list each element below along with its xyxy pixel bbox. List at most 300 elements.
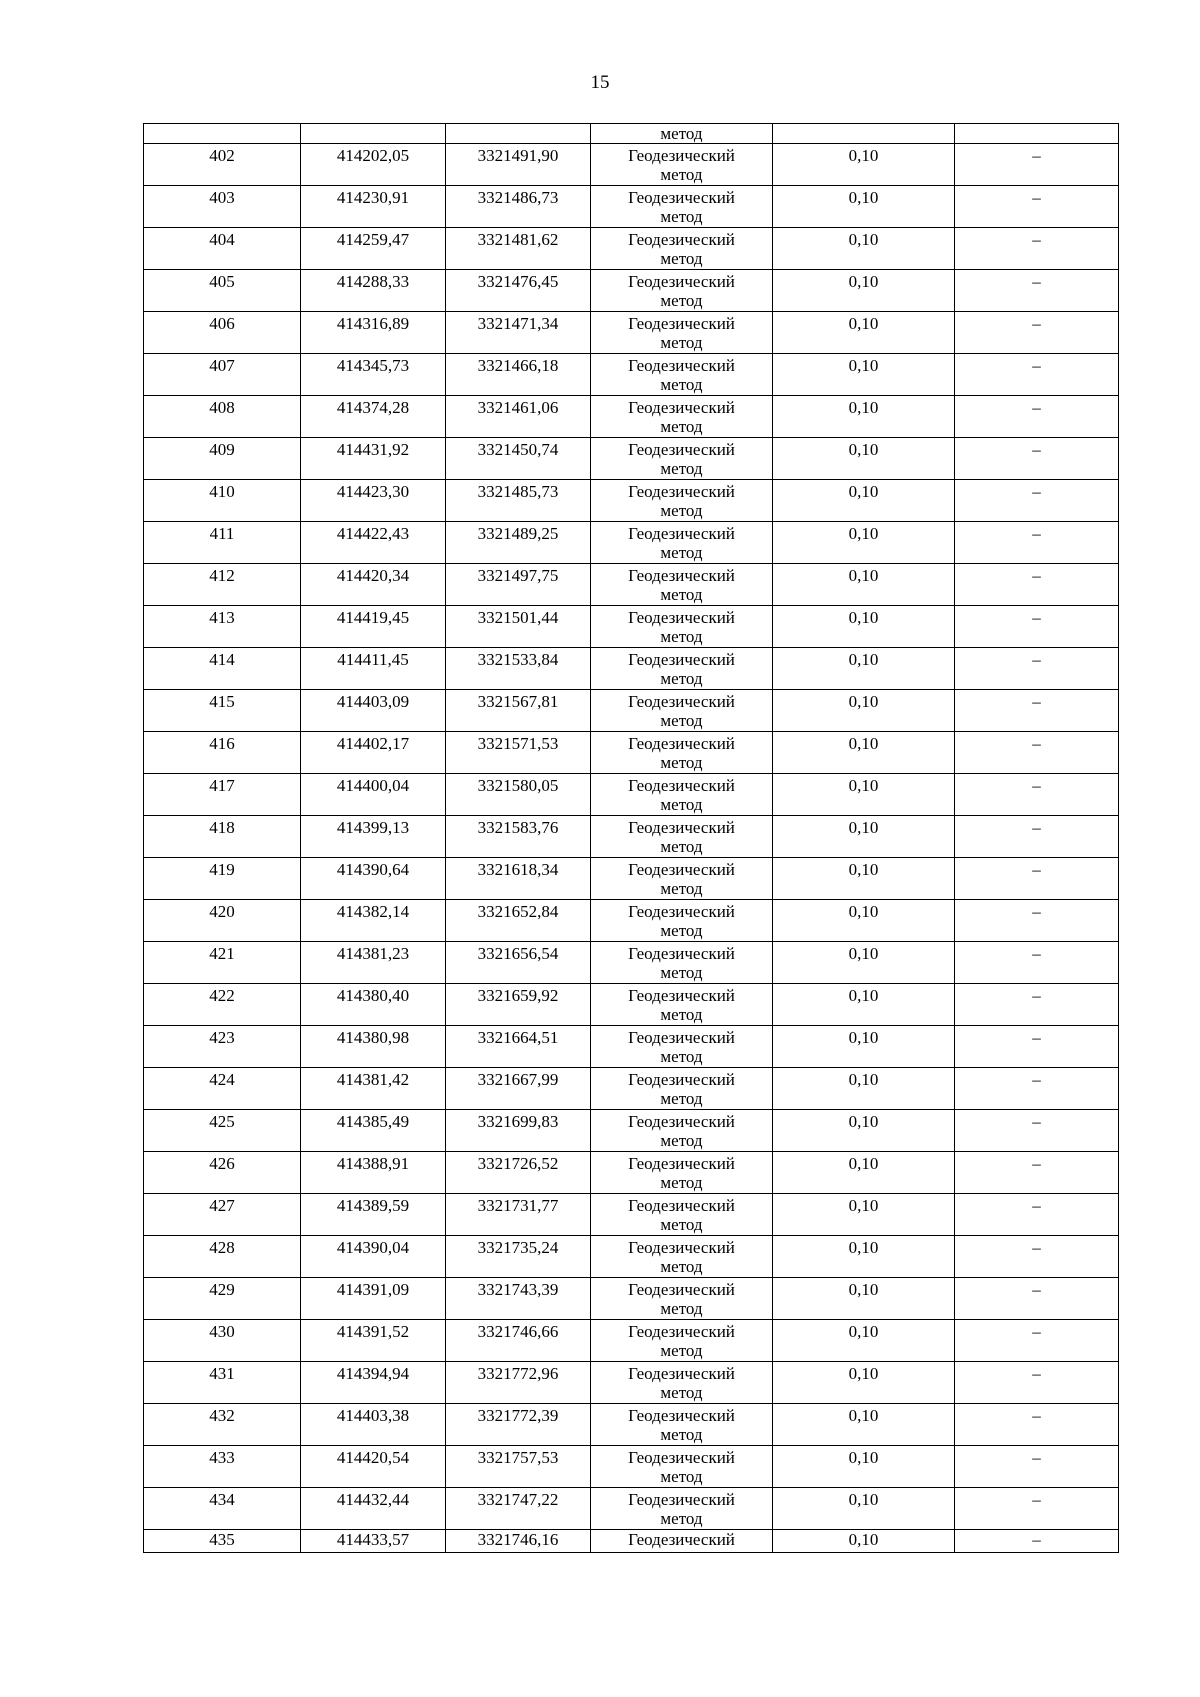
cell-x: 414381,42 [301, 1068, 446, 1110]
table-row [144, 396, 1119, 438]
cell-method-line-1: Геодезический [628, 440, 735, 459]
cell-method-line-1: Геодезический [628, 1154, 735, 1173]
cell-note: – [955, 1236, 1119, 1278]
cell-accuracy [773, 124, 955, 144]
cell-number: 426 [144, 1152, 301, 1194]
cell-accuracy: 0,10 [773, 1404, 955, 1446]
cell-method [591, 1362, 773, 1404]
cell-number: 412 [144, 564, 301, 606]
cell-number: 410 [144, 480, 301, 522]
cell-method-line-2: метод [660, 291, 703, 310]
cell-note: – [955, 690, 1119, 732]
cell-method-line-2: метод [660, 1425, 703, 1444]
cell-y: 3321726,52 [446, 1152, 591, 1194]
cell-method-line-2: метод [660, 417, 703, 436]
table-row [144, 1236, 1119, 1278]
cell-method [591, 186, 773, 228]
cell-accuracy: 0,10 [773, 438, 955, 480]
table-row [144, 1488, 1119, 1530]
cell-method [591, 1488, 773, 1530]
cell-accuracy: 0,10 [773, 1194, 955, 1236]
cell-method-line-2: метод [660, 1047, 703, 1066]
cell-method [591, 690, 773, 732]
cell-method: метод [591, 124, 773, 144]
cell-method-line-1: Геодезический [628, 1070, 735, 1089]
cell-number: 419 [144, 858, 301, 900]
cell-y: 3321735,24 [446, 1236, 591, 1278]
cell-number: 433 [144, 1446, 301, 1488]
cell-x: 414419,45 [301, 606, 446, 648]
table-row [144, 1026, 1119, 1068]
cell-method-line-2: метод [660, 249, 703, 268]
cell-accuracy: 0,10 [773, 1026, 955, 1068]
coordinates-table [143, 123, 1119, 1553]
cell-x: 414394,94 [301, 1362, 446, 1404]
cell-accuracy: 0,10 [773, 1488, 955, 1530]
cell-method [591, 1320, 773, 1362]
cell-method [591, 1236, 773, 1278]
cell-accuracy: 0,10 [773, 858, 955, 900]
cell-note: – [955, 1320, 1119, 1362]
table-row [144, 1362, 1119, 1404]
cell-y: 3321485,73 [446, 480, 591, 522]
cell-method-line-1: Геодезический [628, 1238, 735, 1257]
cell-number: 418 [144, 816, 301, 858]
cell-y: 3321533,84 [446, 648, 591, 690]
table-row [144, 522, 1119, 564]
cell-y: 3321743,39 [446, 1278, 591, 1320]
cell-y: 3321618,34 [446, 858, 591, 900]
cell-number: 431 [144, 1362, 301, 1404]
cell-method [591, 396, 773, 438]
cell-method [591, 564, 773, 606]
cell-method-line-1: Геодезический [628, 146, 735, 165]
cell-number: 417 [144, 774, 301, 816]
cell-number: 406 [144, 312, 301, 354]
table-row [144, 480, 1119, 522]
cell-method-line-2: метод [660, 1257, 703, 1276]
cell-accuracy: 0,10 [773, 606, 955, 648]
cell-x: 414403,38 [301, 1404, 446, 1446]
cell-note: – [955, 774, 1119, 816]
cell-number: 415 [144, 690, 301, 732]
cell-method-line-1: Геодезический [628, 188, 735, 207]
table-row [144, 1530, 1119, 1553]
cell-y: 3321746,66 [446, 1320, 591, 1362]
cell-method-line-1: Геодезический [628, 230, 735, 249]
cell-method-line-1: Геодезический [628, 734, 735, 753]
cell-method-line-1: Геодезический [628, 1322, 735, 1341]
cell-number: 403 [144, 186, 301, 228]
table-row [144, 900, 1119, 942]
table-row [144, 1152, 1119, 1194]
cell-y: 3321486,73 [446, 186, 591, 228]
cell-y: 3321476,45 [446, 270, 591, 312]
cell-method [591, 438, 773, 480]
cell-method [591, 1026, 773, 1068]
cell-number: 429 [144, 1278, 301, 1320]
cell-accuracy: 0,10 [773, 732, 955, 774]
cell-method-line-2: метод [660, 921, 703, 940]
cell-accuracy: 0,10 [773, 270, 955, 312]
table-row [144, 564, 1119, 606]
cell-method [591, 522, 773, 564]
cell-x: 414422,43 [301, 522, 446, 564]
cell-method-line-2: метод [660, 333, 703, 352]
cell-x: 414388,91 [301, 1152, 446, 1194]
table-row [144, 858, 1119, 900]
cell-accuracy: 0,10 [773, 816, 955, 858]
cell-method [591, 606, 773, 648]
cell-note: – [955, 144, 1119, 186]
cell-y: 3321747,22 [446, 1488, 591, 1530]
cell-accuracy: 0,10 [773, 396, 955, 438]
cell-method-line-1: Геодезический [628, 1490, 735, 1509]
cell-method [591, 858, 773, 900]
cell-number: 416 [144, 732, 301, 774]
cell-method-line-2: метод [660, 1173, 703, 1192]
cell-method-line-1: Геодезический [628, 356, 735, 375]
table-row [144, 606, 1119, 648]
cell-method-line-2: метод [660, 1467, 703, 1486]
cell-note: – [955, 1068, 1119, 1110]
cell-method-line-2: метод [660, 1089, 703, 1108]
cell-note: – [955, 480, 1119, 522]
table-row [144, 648, 1119, 690]
cell-note: – [955, 1278, 1119, 1320]
cell-note: – [955, 270, 1119, 312]
cell-accuracy: 0,10 [773, 1152, 955, 1194]
cell-y: 3321667,99 [446, 1068, 591, 1110]
cell-method [591, 816, 773, 858]
cell-y: 3321659,92 [446, 984, 591, 1026]
cell-number: 434 [144, 1488, 301, 1530]
cell-x: 414420,34 [301, 564, 446, 606]
cell-accuracy: 0,10 [773, 564, 955, 606]
cell-method-line-1: Геодезический [628, 398, 735, 417]
cell-y: 3321746,16 [446, 1530, 591, 1553]
cell-method [591, 1152, 773, 1194]
table-row [144, 1068, 1119, 1110]
cell-method [591, 648, 773, 690]
table-row [144, 1110, 1119, 1152]
cell-method-line-1: Геодезический [628, 776, 735, 795]
cell-note: – [955, 1362, 1119, 1404]
cell-method: Геодезический [591, 1530, 773, 1553]
cell-note: – [955, 1026, 1119, 1068]
cell-method-line-1: Геодезический [628, 524, 735, 543]
cell-method-line-1: Геодезический [628, 482, 735, 501]
cell-number: 428 [144, 1236, 301, 1278]
cell-note: – [955, 984, 1119, 1026]
cell-note: – [955, 1530, 1119, 1553]
cell-method-line-1: Геодезический [628, 902, 735, 921]
cell-number: 405 [144, 270, 301, 312]
cell-method-line-2: метод [660, 165, 703, 184]
cell-method-line-1: Геодезический [628, 1196, 735, 1215]
cell-y: 3321583,76 [446, 816, 591, 858]
cell-method [591, 1446, 773, 1488]
cell-y: 3321491,90 [446, 144, 591, 186]
cell-y: 3321571,53 [446, 732, 591, 774]
cell-x: 414399,13 [301, 816, 446, 858]
cell-method-line-1: Геодезический [628, 1406, 735, 1425]
cell-method [591, 312, 773, 354]
table-row [144, 438, 1119, 480]
cell-method-line-2: метод [660, 711, 703, 730]
cell-number [144, 124, 301, 144]
cell-note: – [955, 438, 1119, 480]
cell-accuracy: 0,10 [773, 1446, 955, 1488]
cell-accuracy: 0,10 [773, 984, 955, 1026]
cell-accuracy: 0,10 [773, 480, 955, 522]
cell-method-line-1: Геодезический [628, 1112, 735, 1131]
cell-method-line-2: метод [660, 963, 703, 982]
cell-x: 414423,30 [301, 480, 446, 522]
cell-y [446, 124, 591, 144]
table-row [144, 732, 1119, 774]
cell-x: 414391,09 [301, 1278, 446, 1320]
table-row [144, 774, 1119, 816]
cell-x: 414380,98 [301, 1026, 446, 1068]
cell-method-line-1: Геодезический [628, 1028, 735, 1047]
table-row [144, 1194, 1119, 1236]
table-row [144, 816, 1119, 858]
cell-x: 414390,64 [301, 858, 446, 900]
cell-accuracy: 0,10 [773, 354, 955, 396]
cell-x: 414202,05 [301, 144, 446, 186]
cell-note: – [955, 564, 1119, 606]
cell-method [591, 1404, 773, 1446]
table-row [144, 1278, 1119, 1320]
cell-y: 3321466,18 [446, 354, 591, 396]
cell-y: 3321731,77 [446, 1194, 591, 1236]
cell-number: 409 [144, 438, 301, 480]
cell-y: 3321567,81 [446, 690, 591, 732]
cell-note: – [955, 942, 1119, 984]
cell-method [591, 270, 773, 312]
cell-method [591, 354, 773, 396]
cell-method [591, 144, 773, 186]
cell-x: 414385,49 [301, 1110, 446, 1152]
cell-method [591, 732, 773, 774]
cell-accuracy: 0,10 [773, 228, 955, 270]
cell-method-line-1: Геодезический [628, 692, 735, 711]
cell-method [591, 1110, 773, 1152]
cell-method [591, 228, 773, 270]
cell-y: 3321461,06 [446, 396, 591, 438]
cell-method-line-2: метод [660, 543, 703, 562]
cell-y: 3321580,05 [446, 774, 591, 816]
cell-accuracy: 0,10 [773, 186, 955, 228]
cell-method-line-1: Геодезический [628, 650, 735, 669]
cell-method-line-2: метод [660, 1509, 703, 1528]
cell-accuracy: 0,10 [773, 774, 955, 816]
cell-x: 414374,28 [301, 396, 446, 438]
cell-note: – [955, 1194, 1119, 1236]
cell-x: 414411,45 [301, 648, 446, 690]
cell-x: 414345,73 [301, 354, 446, 396]
cell-method-line-1: Геодезический [628, 818, 735, 837]
cell-method [591, 942, 773, 984]
cell-note: – [955, 354, 1119, 396]
cell-x: 414380,40 [301, 984, 446, 1026]
cell-x: 414382,14 [301, 900, 446, 942]
page-number: 15 [590, 72, 610, 93]
cell-y: 3321772,39 [446, 1404, 591, 1446]
cell-note: – [955, 1152, 1119, 1194]
cell-y: 3321652,84 [446, 900, 591, 942]
cell-accuracy: 0,10 [773, 900, 955, 942]
cell-accuracy: 0,10 [773, 1362, 955, 1404]
cell-accuracy: 0,10 [773, 690, 955, 732]
cell-note: – [955, 816, 1119, 858]
cell-x: 414402,17 [301, 732, 446, 774]
cell-method-line-2: метод [660, 795, 703, 814]
cell-method-line-2: метод [660, 879, 703, 898]
cell-method-line-2: метод [660, 585, 703, 604]
cell-y: 3321699,83 [446, 1110, 591, 1152]
table-row [144, 984, 1119, 1026]
table-row [144, 1404, 1119, 1446]
cell-method-line-2: метод [660, 753, 703, 772]
cell-method-line-1: Геодезический [628, 986, 735, 1005]
cell-method-line-1: Геодезический [628, 608, 735, 627]
cell-x: 414288,33 [301, 270, 446, 312]
table-row [144, 1446, 1119, 1488]
cell-x: 414259,47 [301, 228, 446, 270]
cell-accuracy: 0,10 [773, 1530, 955, 1553]
cell-x: 414431,92 [301, 438, 446, 480]
cell-number: 435 [144, 1530, 301, 1553]
table-row [144, 144, 1119, 186]
cell-x [301, 124, 446, 144]
cell-note: – [955, 900, 1119, 942]
cell-x: 414420,54 [301, 1446, 446, 1488]
cell-number: 427 [144, 1194, 301, 1236]
cell-x: 414391,52 [301, 1320, 446, 1362]
cell-method-line-1: Геодезический [628, 272, 735, 291]
cell-method-line-2: метод [660, 501, 703, 520]
cell-accuracy: 0,10 [773, 942, 955, 984]
cell-y: 3321489,25 [446, 522, 591, 564]
cell-number: 424 [144, 1068, 301, 1110]
cell-y: 3321471,34 [446, 312, 591, 354]
cell-x: 414230,91 [301, 186, 446, 228]
cell-x: 414381,23 [301, 942, 446, 984]
cell-accuracy: 0,10 [773, 1278, 955, 1320]
cell-number: 421 [144, 942, 301, 984]
cell-method [591, 480, 773, 522]
cell-y: 3321757,53 [446, 1446, 591, 1488]
continuation-row [144, 124, 1119, 144]
cell-y: 3321450,74 [446, 438, 591, 480]
cell-method [591, 1278, 773, 1320]
cell-number: 425 [144, 1110, 301, 1152]
cell-method-line-2: метод [660, 459, 703, 478]
cell-number: 422 [144, 984, 301, 1026]
cell-method-line-2: метод [660, 207, 703, 226]
cell-note: – [955, 606, 1119, 648]
cell-method [591, 1194, 773, 1236]
cell-note: – [955, 522, 1119, 564]
cell-x: 414400,04 [301, 774, 446, 816]
cell-note: – [955, 648, 1119, 690]
cell-method [591, 774, 773, 816]
cell-note: – [955, 1404, 1119, 1446]
table-body [144, 124, 1119, 1553]
cell-number: 414 [144, 648, 301, 690]
cell-method-line-1: Геодезический [628, 1280, 735, 1299]
cell-x: 414316,89 [301, 312, 446, 354]
cell-number: 423 [144, 1026, 301, 1068]
cell-accuracy: 0,10 [773, 1320, 955, 1362]
cell-x: 414403,09 [301, 690, 446, 732]
cell-accuracy: 0,10 [773, 1236, 955, 1278]
cell-method-line-1: Геодезический [628, 1448, 735, 1467]
cell-method-line-1: Геодезический [628, 314, 735, 333]
cell-method [591, 900, 773, 942]
cell-note [955, 124, 1119, 144]
cell-method-line-1: Геодезический [628, 944, 735, 963]
cell-number: 408 [144, 396, 301, 438]
cell-y: 3321772,96 [446, 1362, 591, 1404]
table-row [144, 690, 1119, 732]
table-row [144, 228, 1119, 270]
cell-number: 413 [144, 606, 301, 648]
cell-method [591, 1068, 773, 1110]
cell-note: – [955, 858, 1119, 900]
cell-x: 414433,57 [301, 1530, 446, 1553]
cell-y: 3321656,54 [446, 942, 591, 984]
table-row [144, 270, 1119, 312]
cell-method-line-2: метод [660, 837, 703, 856]
cell-note: – [955, 1446, 1119, 1488]
cell-note: – [955, 1488, 1119, 1530]
cell-method-line-1: Геодезический [628, 566, 735, 585]
cell-note: – [955, 1110, 1119, 1152]
cell-method-line-2: метод [660, 1383, 703, 1402]
cell-accuracy: 0,10 [773, 312, 955, 354]
cell-accuracy: 0,10 [773, 1110, 955, 1152]
cell-accuracy: 0,10 [773, 522, 955, 564]
cell-number: 420 [144, 900, 301, 942]
cell-number: 404 [144, 228, 301, 270]
cell-number: 407 [144, 354, 301, 396]
cell-note: – [955, 312, 1119, 354]
cell-x: 414389,59 [301, 1194, 446, 1236]
table-row [144, 354, 1119, 396]
cell-accuracy: 0,10 [773, 648, 955, 690]
cell-note: – [955, 396, 1119, 438]
cell-number: 402 [144, 144, 301, 186]
table-row [144, 942, 1119, 984]
cell-method [591, 984, 773, 1026]
cell-method-line-2: метод [660, 1341, 703, 1360]
cell-method-line-2: метод [660, 1005, 703, 1024]
cell-method-line-2: метод [660, 1215, 703, 1234]
cell-y: 3321664,51 [446, 1026, 591, 1068]
cell-x: 414390,04 [301, 1236, 446, 1278]
table-row [144, 186, 1119, 228]
cell-number: 432 [144, 1404, 301, 1446]
cell-method-line-2: метод [660, 1131, 703, 1150]
cell-note: – [955, 732, 1119, 774]
cell-note: – [955, 228, 1119, 270]
cell-y: 3321497,75 [446, 564, 591, 606]
cell-number: 411 [144, 522, 301, 564]
cell-number: 430 [144, 1320, 301, 1362]
